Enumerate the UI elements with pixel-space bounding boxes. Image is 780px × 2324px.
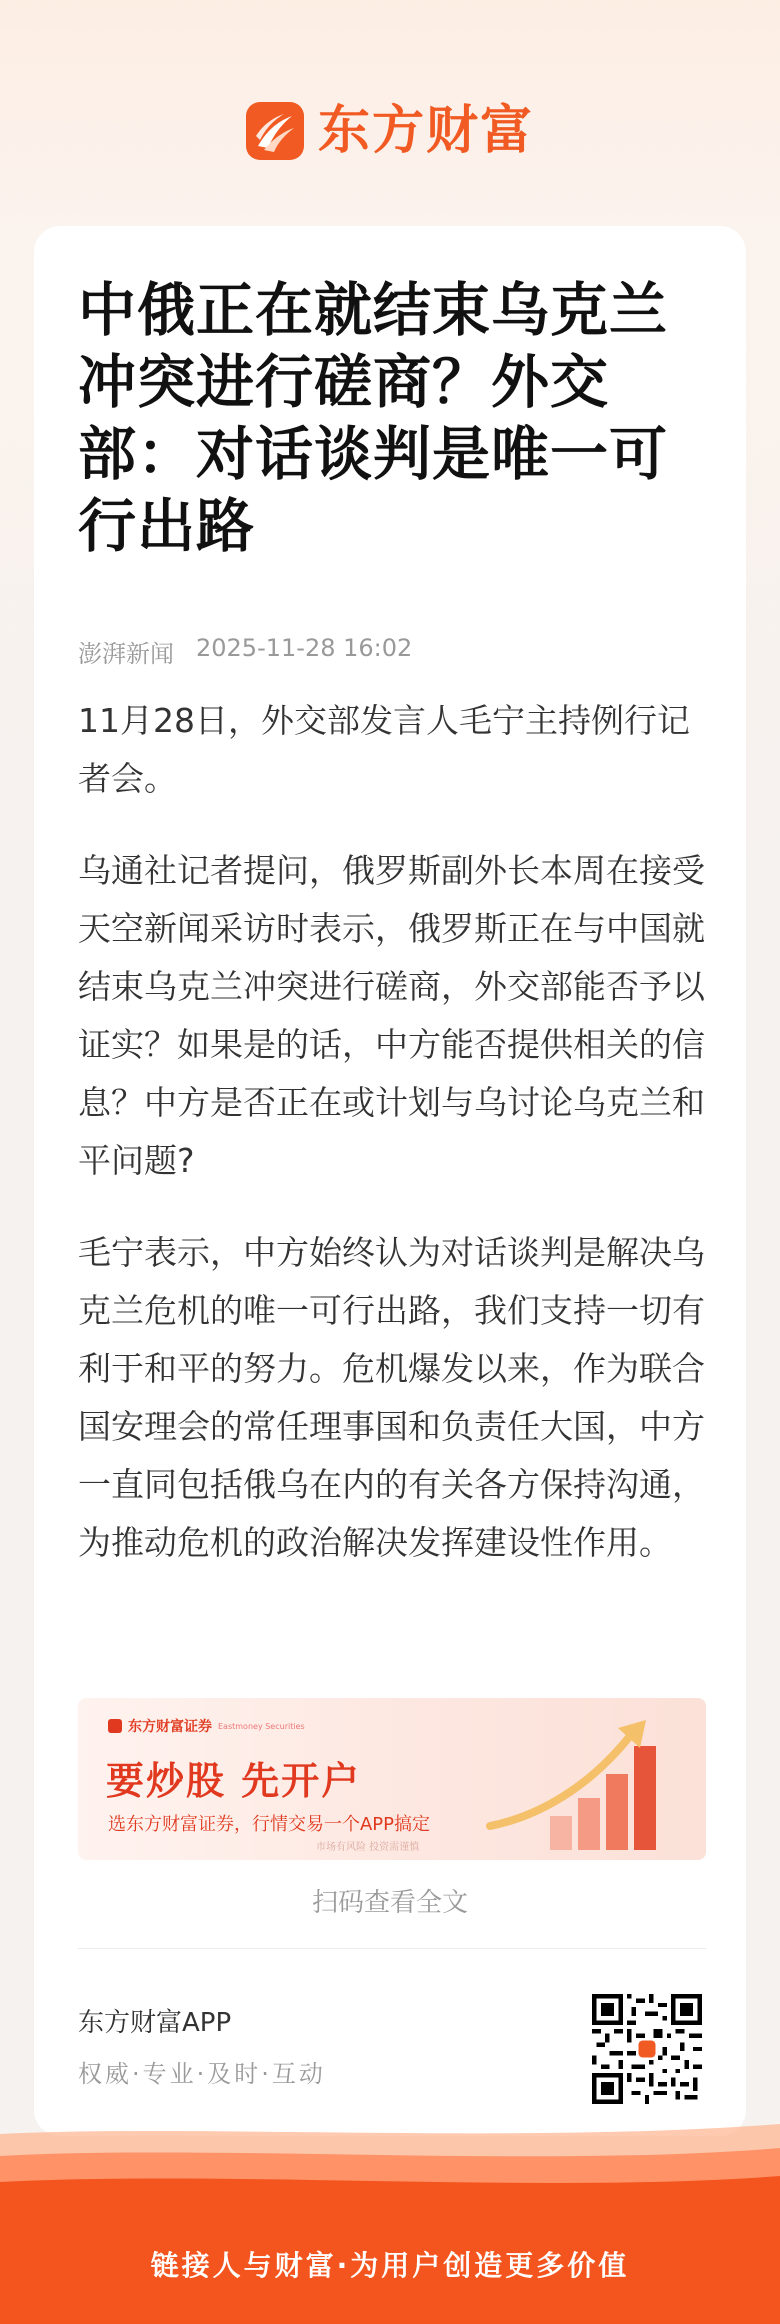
app-slogan: 权威·专业·及时·互动 [78,2060,326,2088]
securities-logo-icon [108,1719,122,1733]
scan-qr-hint: 扫码查看全文 [311,1888,468,1918]
banner-risk-note: 市场有风险 投资需谨慎 [316,1842,420,1853]
divider [78,1948,706,1949]
qr-code-icon[interactable] [592,1994,702,2104]
banner-brand: 东方财富证券 Eastmoney Securities [108,1716,305,1736]
article-paragraph: 11月28日，外交部发言人毛宁主持例行记者会。 [78,701,690,798]
app-name: 东方财富APP [78,2008,232,2038]
article-paragraph: 毛宁表示，中方始终认为对话谈判是解决乌克兰危机的唯一可行出路，我们支持一切有利于和平的努力。危机爆发以来，作为联合国安理会的常任理事国和负责任大国，中方一直同包括俄乌在内的有关各方保持沟通，为推动危机的政治解决发挥建设性作用。 [78,1233,705,1562]
footer-slogan: 链接人与财富·为用户创造更多价值 [150,2249,630,2282]
article-card [34,226,746,2136]
brand-name: 东方财富 [317,101,534,161]
footer-wave [0,2124,780,2324]
article-paragraph: 乌通社记者提问，俄罗斯副外长本周在接受天空新闻采访时表示，俄罗斯正在与中国就结束乌克兰冲突进行磋商，外交部能否予以证实？如果是的话，中方能否提供相关的信息？中方是否正在或计划与乌讨论乌克兰和平问题? [78,851,705,1180]
brand-logo [0,102,780,160]
article-body [78,692,714,1606]
banner-subtitle: 选东方财富证券，行情交易一个APP搞定 [108,1814,431,1835]
banner-headline: 要炒股 先开户 [106,1759,362,1803]
rising-chart-icon [480,1706,670,1856]
eastmoney-logo-icon [246,102,304,160]
article-meta [78,634,412,669]
article-title: 中俄正在就结束乌克兰冲突进行磋商？外交部：对话谈判是唯一可行出路 [78,276,669,560]
article-source: 澎湃新闻 [78,640,174,668]
ad-banner[interactable] [78,1698,706,1860]
article-datetime: 2025-11-28 16:02 [196,634,413,662]
